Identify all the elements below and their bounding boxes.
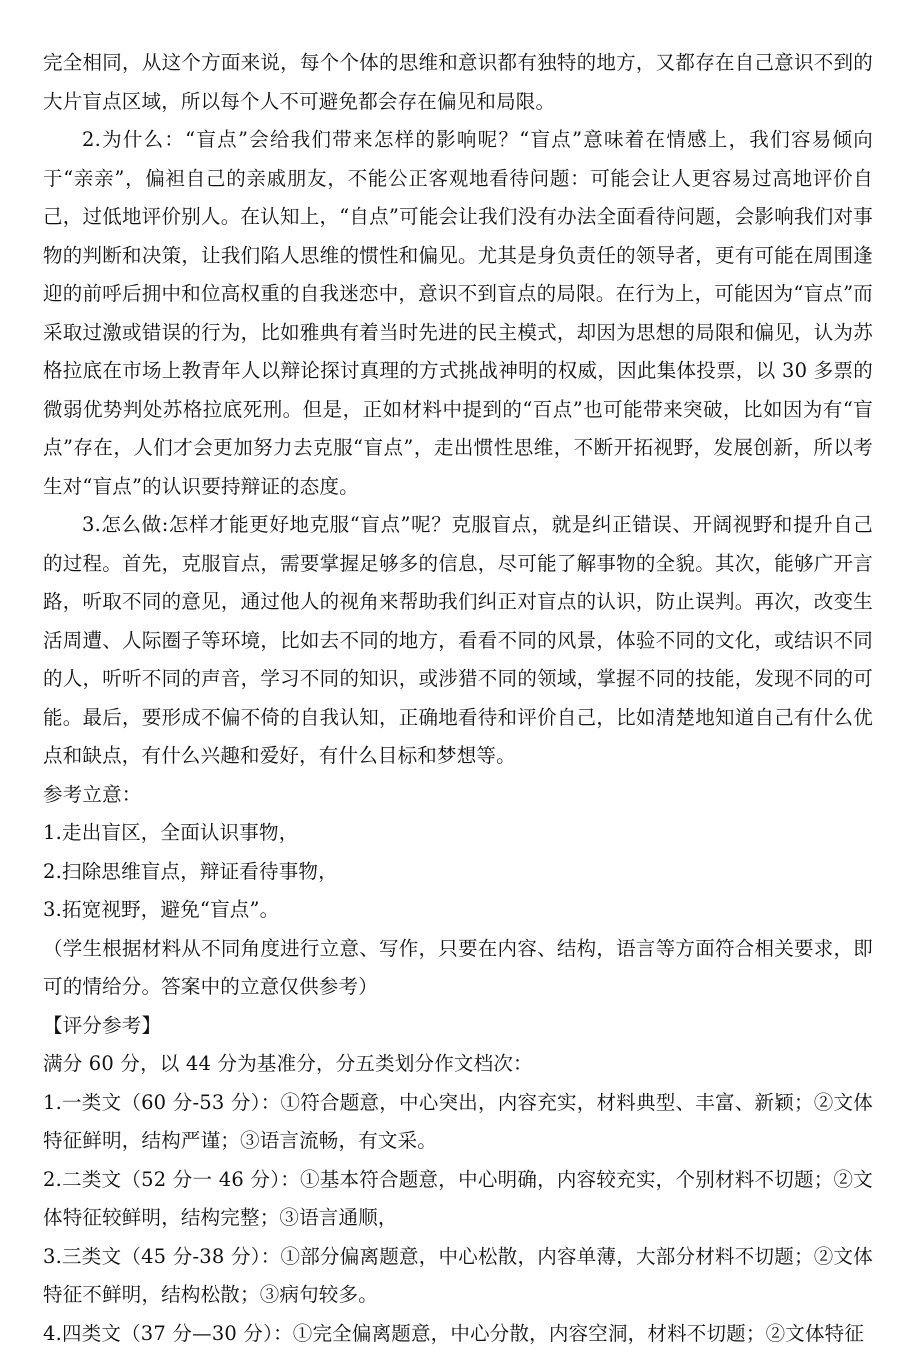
reference-note: （学生根据材料从不同角度进行立意、写作，只要在内容、结构，语言等方面符合相关要求，即可的情给分。答案中的立意仅供参考）: [43, 930, 873, 1007]
grade-item-4: 4.四类文（37 分—30 分）：①完全偏离题意，中心分散，内容空洞，材料不切题；②文体特征: [43, 1315, 873, 1353]
intro-paragraph: 完全相同，从这个方面来说，每个个体的思维和意识都有独特的地方，又都存在自己意识不到的大片盲点区域，所以每个人不可避免都会存在偏见和局限。: [43, 44, 873, 121]
scoring-heading: 【评分参考】: [43, 1007, 873, 1046]
point-3-paragraph: 3.怎么做:怎样才能更好地克服“盲点”呢？克服盲点，就是纠正错误、开阔视野和提升自己的过程。首先，克服盲点，需要掌握足够多的信息，尽可能了解事物的全貌。其次，能够广开言路，听取不同的意见，通过他人的视角来帮助我们纠正对盲点的认识，防止误判。再次，改变生活周遭、人际圈子等环境，比如去不同的地方，看看不同的风景，体验不同的文化，或结识不同的人，听听不同的声音，学习不同的知识，或涉猎不同的领域，掌握不同的技能，发现不同的可能。最后，要形成不偏不倚的自我认知，正确地看待和评价自己，比如清楚地知道自己有什么优点和缺点，有什么兴趣和爱好，有什么目标和梦想等。: [43, 506, 873, 776]
reference-item-3: 3.拓宽视野，避免“盲点”。: [43, 891, 873, 930]
document-page: [43, 44, 873, 1353]
reference-heading: 参考立意：: [43, 776, 873, 815]
scoring-intro: 满分 60 分，以 44 分为基准分，分五类划分作文档次：: [43, 1045, 873, 1084]
grade-item-3: 3.三类文（45 分-38 分）：①部分偏离题意，中心松散，内容单薄，大部分材料不切题；②文体特征不鲜明，结构松散；③病句较多。: [43, 1238, 873, 1315]
reference-item-1: 1.走出盲区，全面认识事物，: [43, 814, 873, 853]
point-2-paragraph: 2.为什么：“盲点”会给我们带来怎样的影响呢？“盲点”意味着在情感上，我们容易倾向于“亲亲”，偏袒自己的亲戚朋友，不能公正客观地看待问题：可能会让人更容易过高地评价自己，过低地评价别人。在认知上，“自点”可能会让我们没有办法全面看待问题，会影响我们对事物的判断和决策，让我们陷人思维的惯性和偏见。尤其是身负责任的领导者，更有可能在周围逢迎的前呼后拥中和位高权重的自我迷恋中，意识不到盲点的局限。在行为上，可能因为“盲点”而采取过激或错误的行为，比如雅典有着当时先进的民主模式，却因为思想的局限和偏见，认为苏格拉底在市场上教青年人以辩论探讨真理的方式挑战神明的权威，因此集体投票，以 30 多票的微弱优势判处苏格拉底死刑。但是，正如材料中提到的“百点”也可能带来突破，比如因为有“盲点”存在，人们才会更加努力去克服“盲点”，走出惯性思维，不断开拓视野，发展创新，所以考生对“盲点”的认识要持辩证的态度。: [43, 121, 873, 506]
reference-item-2: 2.扫除思维盲点，辩证看待事物，: [43, 853, 873, 892]
grade-item-2: 2.二类文（52 分一 46 分）：①基本符合题意，中心明确，内容较充实，个别材料不切题；②文体特征较鲜明，结构完整；③语言通顺，: [43, 1161, 873, 1238]
grade-item-1: 1.一类文（60 分-53 分）：①符合题意，中心突出，内容充实，材料典型、丰富、新颖；②文体特征鲜明，结构严谨；③语言流畅，有文采。: [43, 1084, 873, 1161]
